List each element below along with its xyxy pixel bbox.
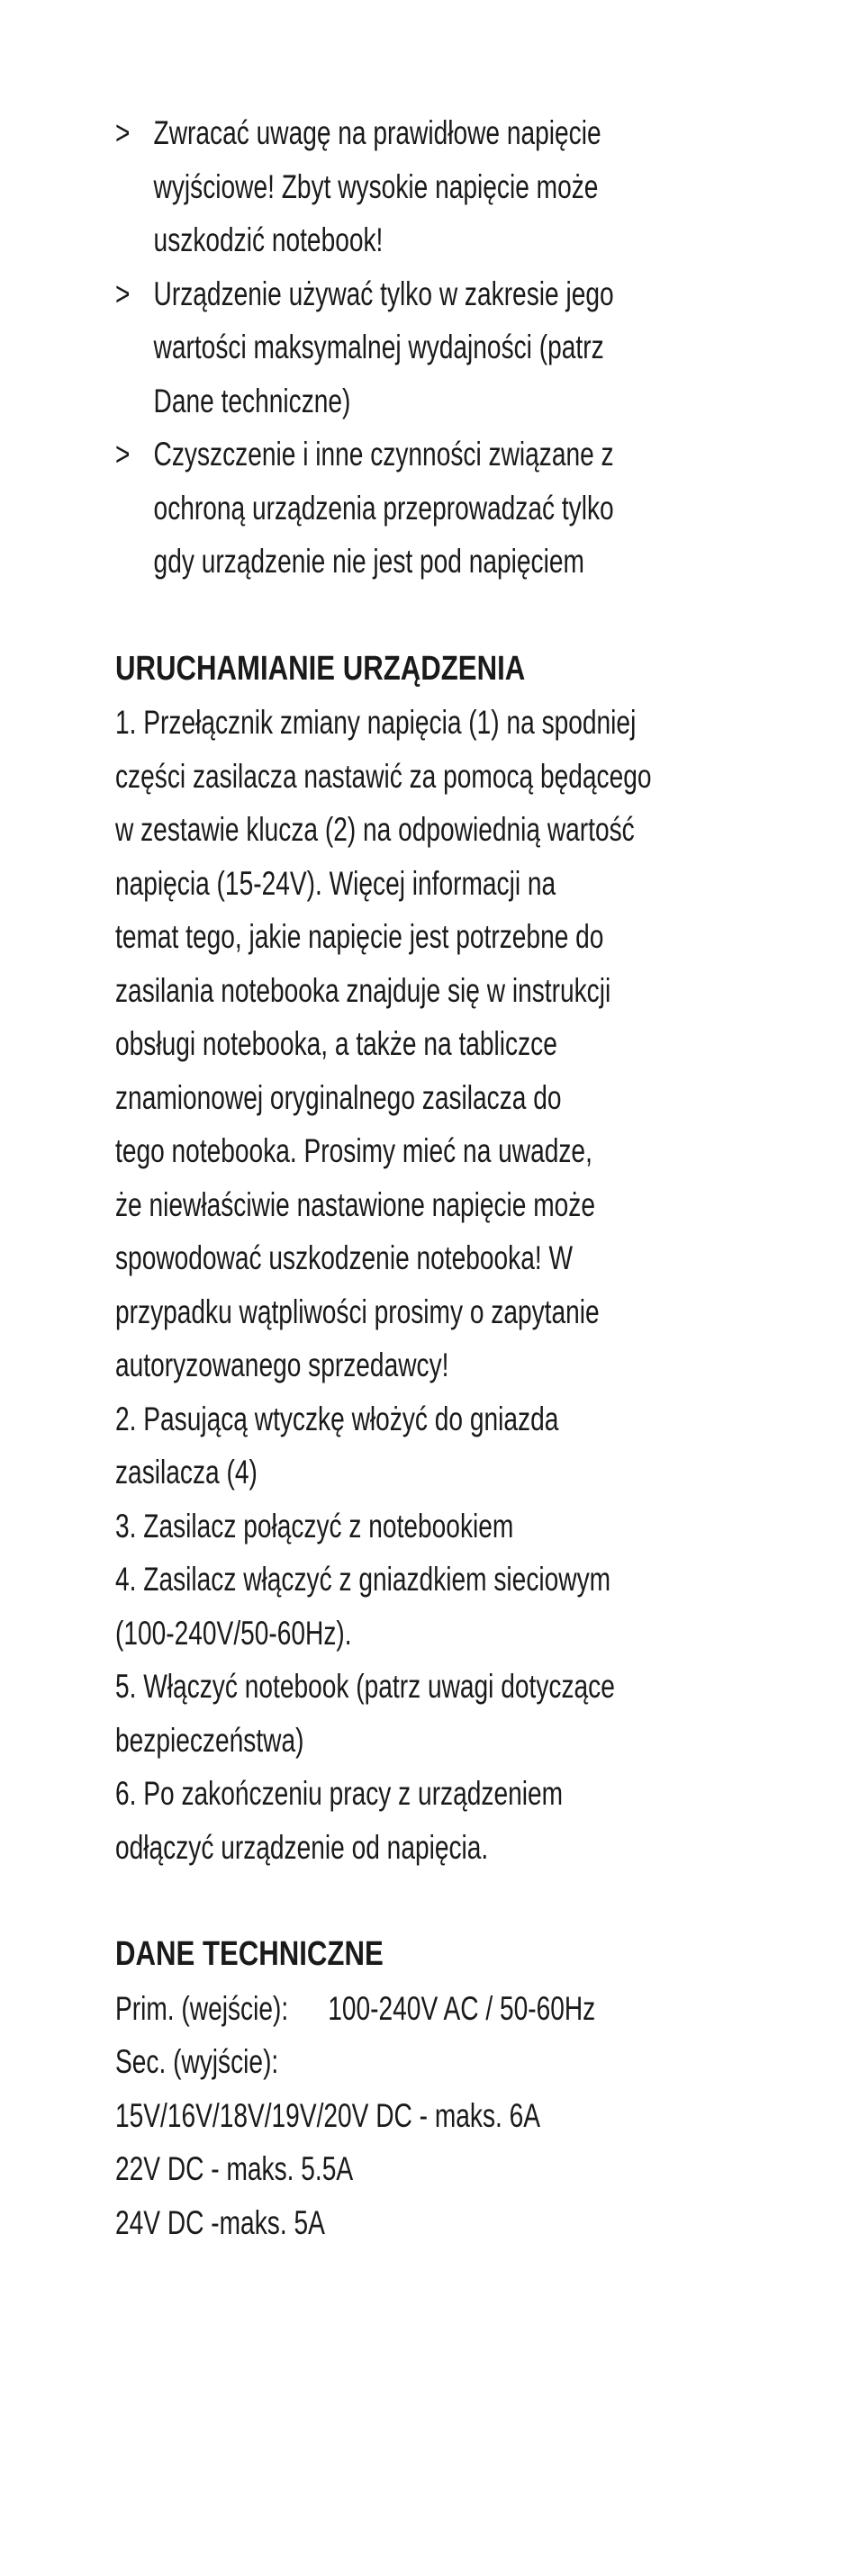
- section-spacer: [115, 589, 755, 643]
- bullet-text-line: uszkodzić notebook!: [153, 221, 384, 258]
- safety-bullet-list: [115, 106, 755, 589]
- startup-instructions: [115, 696, 854, 1874]
- startup-line: 4. Zasilacz włączyć z gniazdkiem sieciowym: [115, 1561, 611, 1598]
- bullet-text-line: Urządzenie używać tylko w zakresie jego: [153, 275, 614, 312]
- startup-line: że niewłaściwie nastawione napięcie może: [115, 1185, 596, 1223]
- startup-line: części zasilacza nastawić za pomocą będącego: [115, 757, 652, 795]
- bullet-text-line: gdy urządzenie nie jest pod napięciem: [153, 543, 584, 580]
- bullet-text-line: wyjściowe! Zbyt wysokie napięcie może: [153, 167, 599, 205]
- startup-line: 2. Pasującą wtyczkę włożyć do gniazda: [115, 1400, 559, 1437]
- manual-page: [115, 106, 755, 2249]
- startup-line: autoryzowanego sprzedawcy!: [115, 1347, 449, 1383]
- specs-heading: DANE TECHNICZNE: [115, 1935, 384, 1973]
- startup-line: zasilacza (4): [115, 1454, 258, 1491]
- safety-bullet-cleaning: [115, 428, 647, 589]
- bullet-text-line: Dane techniczne): [153, 382, 351, 419]
- startup-line: temat tego, jakie napięcie jest potrzebne do: [115, 918, 604, 955]
- startup-line: przypadku wątpliwości prosimy o zapytanie: [115, 1293, 600, 1330]
- startup-line: znamionowej oryginalnego zasilacza do: [115, 1078, 562, 1116]
- spec-line: 22V DC - maks. 5.5A: [115, 2150, 354, 2187]
- spec-row-primary: [115, 1982, 854, 2036]
- bullet-text-line: ochroną urządzenia przeprowadzać tylko: [153, 489, 614, 527]
- bullet-text-line: Czyszczenie i inne czynności związane z: [153, 436, 614, 473]
- spec-line: Sec. (wyjście):: [115, 2043, 279, 2080]
- startup-line: w zestawie klucza (2) na odpowiednią wartość: [115, 811, 635, 848]
- bullet-text-line: wartości maksymalnej wydajności (patrz: [153, 329, 604, 365]
- spec-line: 15V/16V/18V/19V/20V DC - maks. 6A: [115, 2096, 541, 2134]
- startup-line: 5. Włączyć notebook (patrz uwagi dotyczące: [115, 1668, 615, 1705]
- startup-heading: URUCHAMIANIE URZĄDZENIA: [115, 649, 526, 688]
- startup-line: obsługi notebooka, a także na tabliczce: [115, 1025, 557, 1062]
- startup-line: (100-240V/50-60Hz).: [115, 1614, 352, 1652]
- section-spacer: [115, 1874, 755, 1928]
- bullet-arrow-icon: >: [115, 436, 131, 473]
- bullet-arrow-icon: >: [115, 114, 131, 151]
- startup-line: odłączyć urządzenie od napięcia.: [115, 1828, 489, 1866]
- spec-primary-label: Prim. (wejście):: [115, 1989, 289, 2027]
- startup-line: spowodować uszkodzenie notebooka! W: [115, 1239, 574, 1276]
- bullet-arrow-icon: >: [115, 275, 131, 312]
- safety-bullet-max-capacity: [115, 267, 647, 428]
- spec-line: 24V DC -maks. 5A: [115, 2203, 325, 2241]
- startup-line: tego notebooka. Prosimy mieć na uwadze,: [115, 1132, 592, 1169]
- spec-primary-value: 100-240V AC / 50-60Hz: [328, 1989, 596, 2027]
- startup-line: 3. Zasilacz połączyć z notebookiem: [115, 1507, 514, 1545]
- startup-line: napięcia (15-24V). Więcej informacji na: [115, 864, 556, 902]
- startup-line: bezpieczeństwa): [115, 1721, 304, 1759]
- startup-line: 6. Po zakończeniu pracy z urządzeniem: [115, 1775, 564, 1812]
- startup-line: 1. Przełącznik zmiany napięcia (1) na spodniej: [115, 704, 637, 741]
- specs-block: [115, 1982, 854, 2250]
- bullet-text-line: Zwracać uwagę na prawidłowe napięcie: [153, 114, 601, 151]
- safety-bullet-output-voltage: [115, 106, 647, 267]
- startup-line: zasilania notebooka znajduje się w instrukcji: [115, 971, 611, 1009]
